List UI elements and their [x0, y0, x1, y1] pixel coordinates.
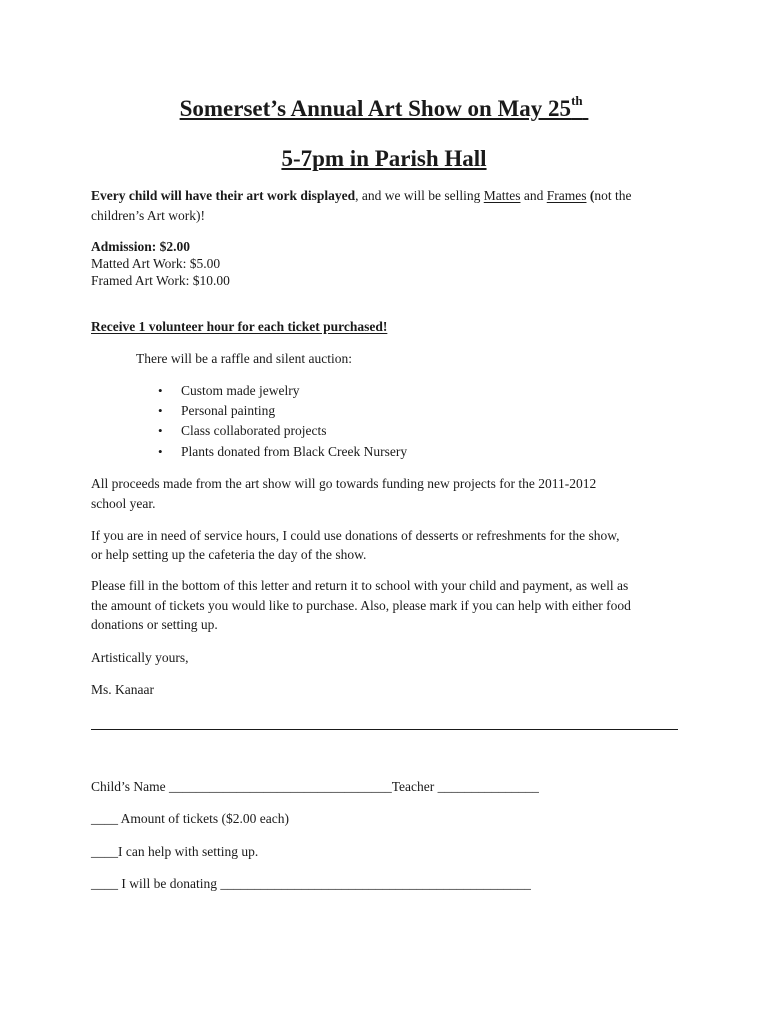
raffle-list	[158, 381, 407, 462]
cut-line-divider	[91, 729, 678, 730]
bullet-icon: •	[158, 423, 163, 439]
donation-field: ____ I will be donating ______________________________________________	[91, 876, 531, 891]
frames-word: Frames	[546, 188, 587, 203]
list-item	[158, 421, 407, 441]
list-item	[158, 381, 407, 401]
service-line-1: If you are in need of service hours, I could use donations of desserts or refreshments for the show,	[91, 528, 620, 543]
instructions-line-1: Please fill in the bottom of this letter and return it to school with your child and payment, as well as	[91, 578, 629, 593]
instructions-line-3: donations or setting up.	[91, 617, 218, 632]
title-ordinal-suffix: th	[571, 93, 583, 109]
list-item	[158, 401, 407, 421]
list-item-label: Plants donated from Black Creek Nursery	[181, 443, 408, 459]
page-subtitle	[0, 144, 768, 174]
list-item-label: Personal painting	[181, 403, 276, 419]
list-item-label: Custom made jewelry	[181, 383, 300, 398]
intro-line-2: children’s Art work)!	[91, 208, 205, 223]
signoff: Artistically yours,	[91, 650, 189, 665]
title-text: Somerset’s Annual Art Show on May 25	[179, 96, 572, 121]
intro-and-word: and	[520, 188, 547, 203]
setup-help-field: ____I can help with setting up.	[91, 844, 259, 859]
page-title	[0, 94, 768, 124]
intro-bold-text: Every child will have their art work displayed	[91, 188, 356, 203]
bullet-icon: •	[158, 403, 163, 419]
proceeds-line-2: school year.	[91, 496, 156, 511]
framed-price: Framed Art Work: $10.00	[91, 273, 230, 288]
raffle-intro: There will be a raffle and silent auction:	[136, 351, 353, 366]
matted-price: Matted Art Work: $5.00	[91, 256, 221, 271]
service-line-2: or help setting up the cafeteria the day of the show.	[91, 547, 367, 562]
list-item	[158, 442, 407, 462]
intro-line-1-end: not the	[594, 188, 632, 203]
sender-name: Ms. Kanaar	[91, 682, 154, 697]
intro-line-1	[91, 186, 691, 206]
mattes-word: Mattes	[483, 188, 521, 203]
intro-paren-open: (	[586, 188, 595, 203]
child-name-field: Child’s Name _________________________________Teacher _______________	[91, 779, 539, 794]
list-item-label: Class collaborated projects	[181, 423, 327, 439]
instructions-line-2: the amount of tickets you would like to purchase. Also, please mark if you can help with either food	[91, 598, 631, 613]
proceeds-line-1: All proceeds made from the art show will go towards funding new projects for the 2011-2012	[91, 476, 597, 491]
admission-price: Admission: $2.00	[91, 239, 191, 254]
intro-middle-text: , and we will be selling	[355, 188, 484, 203]
ticket-amount-field: ____ Amount of tickets ($2.00 each)	[91, 811, 289, 826]
subtitle-text: 5-7pm in Parish Hall	[281, 146, 487, 171]
bullet-icon: •	[158, 443, 163, 459]
volunteer-note: Receive 1 volunteer hour for each ticket purchased!	[91, 319, 388, 334]
bullet-icon: •	[158, 383, 163, 398]
